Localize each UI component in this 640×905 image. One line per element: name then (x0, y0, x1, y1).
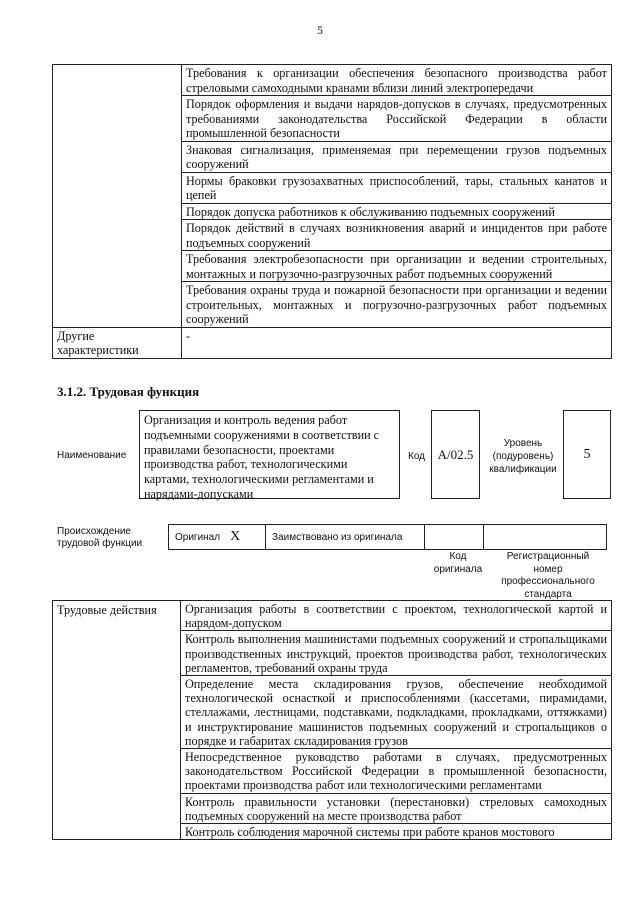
table-row: Знаковая сигнализация, применяемая при перемещении грузов подъемных сооружений (182, 141, 612, 172)
table-row: Непосредственное руководство работами в случаях, предусмотренных законодательством Российской Федерации в промышленной безопасности, проектами производства работ или технологическими регламентами (181, 749, 612, 794)
table-row: Контроль соблюдения марочной системы при работе кранов мостового (181, 824, 612, 840)
table-row: Организация работы в соответствии с проектом, технологической картой и нарядом-допуском (181, 601, 612, 631)
other-characteristics-label: Другие характеристики (53, 327, 182, 358)
page-number: 5 (317, 23, 323, 37)
table-row: Контроль правильности установки (перестановки) стреловых самоходных подъемных сооружений на месте производства работ (181, 793, 612, 823)
table-row: Контроль выполнения машинистами подъемных сооружений и стропальщиками производственных инструкций, проектов производства работ, технологических регламентов, требований охраны труда (181, 631, 612, 676)
name-label: Наименование (57, 450, 127, 461)
labor-actions-table (52, 600, 612, 840)
reg-number-cell (484, 525, 607, 550)
table-row: Требования электробезопасности при организации и ведении строительных, монтажных и погрузочно-разгрузочных работ подъемных сооружений (182, 251, 612, 282)
function-name-value: Организация и контроль ведения работ подъемными сооружениями в соответствии с правилами безопасности, проектами производства работ, технологическими картами, технологическими регламентами и нарядами-допусками (139, 410, 400, 499)
code-original-note: Код оригинала (433, 551, 483, 575)
qualification-level-value: 5 (563, 410, 611, 499)
table-row: Порядок оформления и выдачи нарядов-допусков в случаях, предусмотренных требованиями законодательства Российской Федерации в области промышленной безопасности (182, 96, 612, 142)
code-value: A/02.5 (431, 410, 480, 499)
code-label: Код (408, 451, 426, 462)
original-cell (169, 525, 266, 550)
original-label: Оригинал (175, 532, 221, 543)
origin-table (168, 524, 607, 550)
other-characteristics-value: - (182, 327, 612, 358)
table-row: Требования к организации обеспечения безопасного производства работ стреловыми самоходными кранами вблизи линий электропередачи (182, 65, 612, 96)
table-row: Нормы браковки грузозахватных приспособлений, тары, стальных канатов и цепей (182, 172, 612, 203)
code-original-cell (425, 525, 484, 550)
labor-actions-label: Трудовые действия (53, 601, 181, 840)
table-row: Порядок допуска работников к обслуживанию подъемных сооружений (182, 203, 612, 220)
reg-number-note: Регистрационный номер профессионального стандарта (501, 551, 595, 600)
table-row: Порядок действий в случаях возникновения аварий и инцидентов при работе подъемных сооружений (182, 220, 612, 251)
table-row: Требования охраны труда и пожарной безопасности при организации и ведении строительных, монтажных и погрузочно-разгрузочных работ подъемных сооружений (182, 282, 612, 328)
table-row: Определение места складирования грузов, обеспечение необходимой технологической оснасткой и приспособлениями (кассетами, пирамидами, стеллажами, лестницами, подставками, подкладками, прокладками, оттяжками) и инструктирование машинистов подъемных сооружений и стропальщиков о порядке и габаритах складирования грузов (181, 676, 612, 749)
qualification-level-label: Уровень (подуровень) квалификации (489, 438, 557, 475)
section-heading: 3.1.2. Трудовая функция (57, 384, 200, 399)
origin-label: Происхождение трудовой функции (57, 526, 143, 549)
borrowed-cell: Заимствовано из оригинала (266, 525, 425, 550)
requirements-table (52, 64, 612, 359)
original-mark: X (230, 529, 241, 544)
requirements-label-cell (53, 65, 182, 328)
